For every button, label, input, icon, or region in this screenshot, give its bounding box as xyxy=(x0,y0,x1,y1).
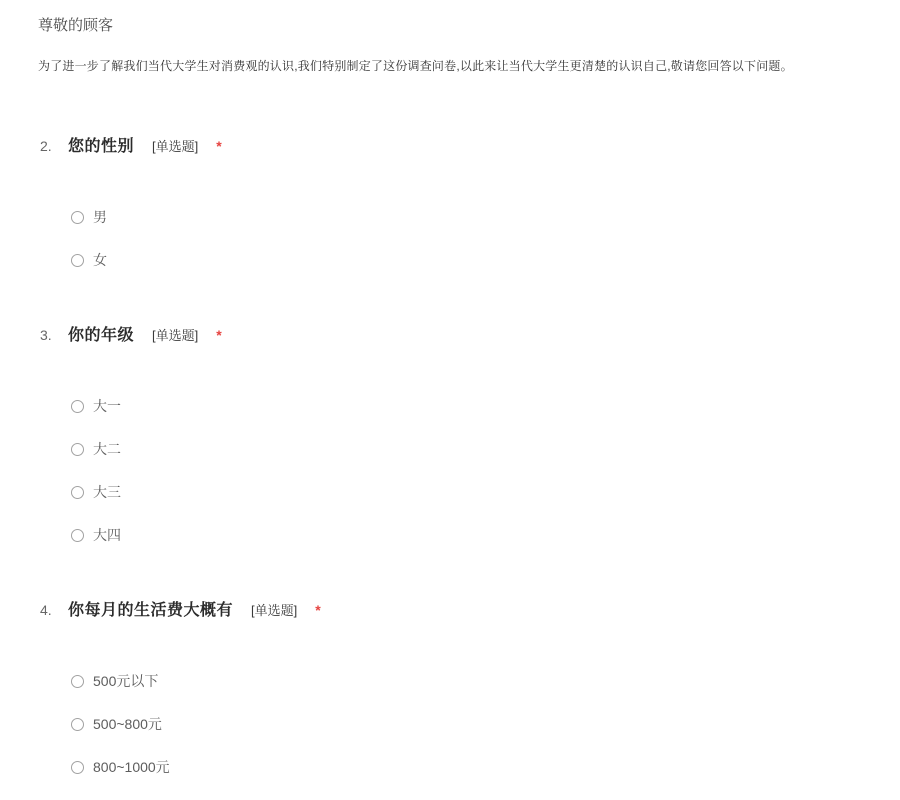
radio-option-junior[interactable] xyxy=(38,482,872,502)
radio-icon[interactable] xyxy=(71,486,84,499)
question-block-4 xyxy=(38,602,872,800)
option-label: 500元以下 xyxy=(93,673,159,689)
radio-icon[interactable] xyxy=(71,211,84,224)
radio-option-800-1000[interactable] xyxy=(38,757,872,777)
radio-icon[interactable] xyxy=(71,254,84,267)
radio-option-female[interactable] xyxy=(38,250,872,270)
question-type-tag: [单选题] xyxy=(152,328,199,343)
option-label: 800~1000元 xyxy=(93,759,170,775)
question-number: 2. xyxy=(40,138,52,154)
option-label: 大三 xyxy=(93,484,121,500)
question-type-tag: [单选题] xyxy=(152,139,199,154)
radio-option-freshman[interactable] xyxy=(38,396,872,416)
radio-icon[interactable] xyxy=(71,761,84,774)
option-label: 大二 xyxy=(93,441,121,457)
survey-greeting: 尊敬的顾客 xyxy=(38,17,114,34)
option-label: 女 xyxy=(93,252,107,268)
question-block-2 xyxy=(38,138,872,270)
question-title: 您的性别 xyxy=(68,138,135,155)
question-block-3 xyxy=(38,327,872,545)
radio-icon[interactable] xyxy=(71,443,84,456)
option-label: 500~800元 xyxy=(93,716,162,732)
radio-option-male[interactable] xyxy=(38,207,872,227)
question-header xyxy=(38,327,872,344)
radio-icon[interactable] xyxy=(71,529,84,542)
question-header xyxy=(38,138,872,155)
radio-option-senior[interactable] xyxy=(38,525,872,545)
question-title: 你每月的生活费大概有 xyxy=(68,602,234,619)
question-number: 3. xyxy=(40,327,52,343)
question-number: 4. xyxy=(40,602,52,618)
options-list xyxy=(38,671,872,800)
radio-icon[interactable] xyxy=(71,718,84,731)
option-label: 大四 xyxy=(93,527,121,543)
question-title: 你的年级 xyxy=(68,327,135,344)
survey-intro: 为了进一步了解我们当代大学生对消费观的认识,我们特别制定了这份调查问卷,以此来让当代大学生更清楚的认识自己,敬请您回答以下问题。 xyxy=(38,59,793,73)
options-list xyxy=(38,396,872,545)
required-asterisk: * xyxy=(216,327,222,343)
question-type-tag: [单选题] xyxy=(251,603,298,618)
question-header xyxy=(38,602,872,619)
radio-icon[interactable] xyxy=(71,400,84,413)
option-label: 男 xyxy=(93,209,107,225)
options-list xyxy=(38,207,872,270)
radio-icon[interactable] xyxy=(71,675,84,688)
option-label: 大一 xyxy=(93,398,121,414)
required-asterisk: * xyxy=(315,602,321,618)
radio-option-under-500[interactable] xyxy=(38,671,872,691)
required-asterisk: * xyxy=(216,138,222,154)
radio-option-sophomore[interactable] xyxy=(38,439,872,459)
radio-option-500-800[interactable] xyxy=(38,714,872,734)
